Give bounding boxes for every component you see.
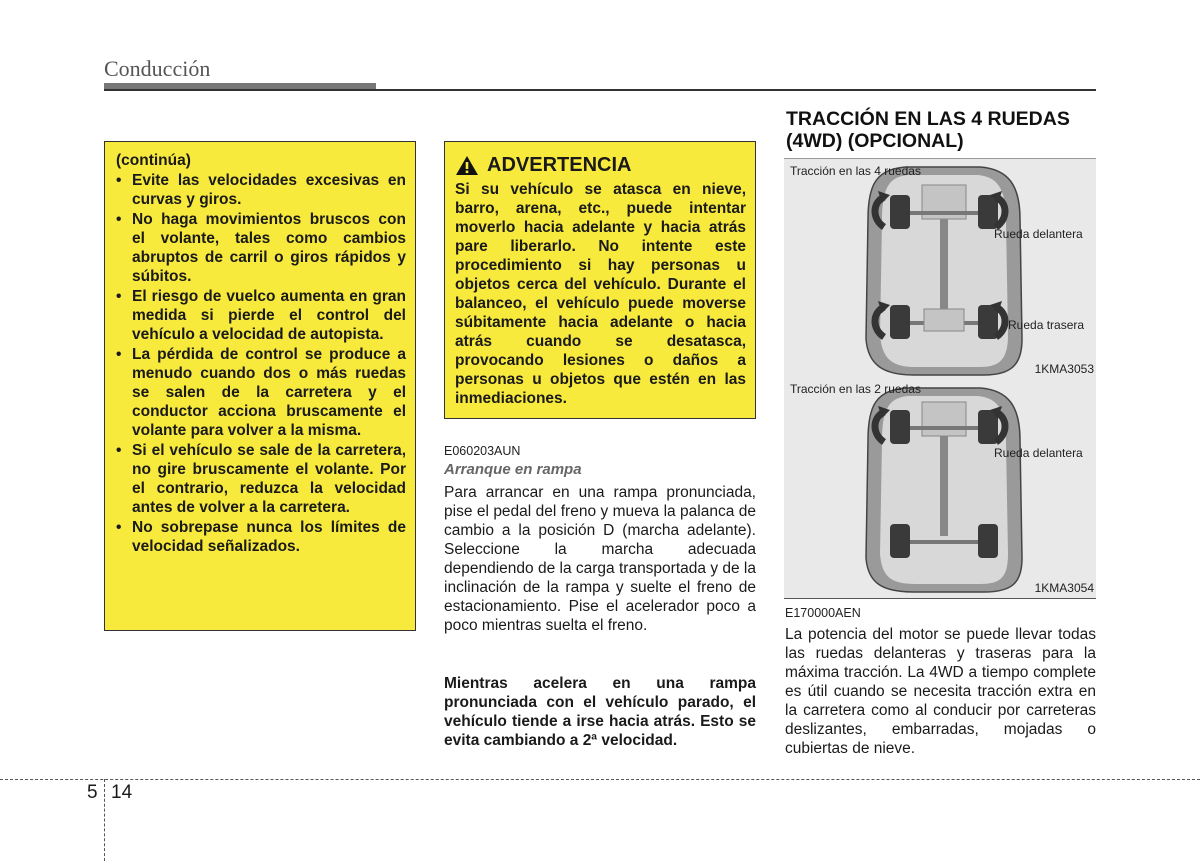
figure-code: 1KMA3054 — [1034, 581, 1094, 595]
advertencia-header — [455, 154, 746, 177]
bold-paragraph: Mientras acelera en una rampa pronunciada con el vehículo parado, el vehículo tiende a irse hacia atrás. Esto se evita cambiando a 2ª velocidad. — [444, 675, 756, 749]
list-item: • No sobrepase nunca los límites de velocidad señalizados. — [116, 519, 406, 555]
figure-caption: Tracción en las 4 ruedas — [790, 164, 921, 178]
bullet: • — [116, 172, 122, 189]
section-number: 5 — [87, 782, 98, 803]
bullet: • — [116, 211, 122, 228]
front-wheel-label: Rueda delantera — [994, 227, 1083, 241]
4wd-paragraph: La potencia del motor se puede llevar todas las ruedas delanteras y traseras para la máxima tracción. La 4WD a tiempo complete es útil cuando se necesita tracción extra en la carretera como al conducir por carreteras deslizantes, embarradas, mojadas o cubiertas de nieve. — [785, 626, 1096, 757]
figure-4wd — [784, 158, 1096, 380]
header-rule — [104, 89, 1096, 91]
list-item: • No haga movimientos bruscos con el volante, tales como cambios abruptos de carril o giros rápidos y súbitos. — [116, 211, 406, 285]
advertencia-body: Si su vehículo se atasca en nieve, barro, arena, etc., puede intentar moverlo hacia adelante y hacia atrás pare liberarlo. No intente este procedimiento si hay personas u objetos cerca del vehículo. Durante el balanceo, el vehículo puede moverse súbitamente hacia adelante o hacia atrás cuando se desatasca, provocando lesiones o daños a personas u objetos que estén en las inmediaciones. — [455, 181, 746, 407]
figure-caption: Tracción en las 2 ruedas — [790, 382, 921, 396]
car-chassis-illustration — [784, 159, 1096, 379]
figure-code: 1KMA3053 — [1034, 362, 1094, 376]
bullet: • — [116, 288, 122, 305]
warning-list — [116, 171, 406, 556]
4wd-title: TRACCIÓN EN LAS 4 RUEDAS (4WD) (OPCIONAL) — [786, 108, 1070, 152]
list-item: • El riesgo de vuelco aumenta en gran medida si pierde el control del vehículo a velocidad de autopista. — [116, 288, 406, 343]
footer-divider — [0, 779, 1200, 780]
figure-2wd — [784, 378, 1096, 599]
list-item: • Si el vehículo se sale de la carretera, no gire bruscamente el volante. Por el contrario, reduzca la velocidad antes de volver a la carretera. — [116, 442, 406, 516]
rear-wheel-label: Rueda trasera — [1008, 318, 1085, 332]
continued-label: (continúa) — [116, 152, 191, 169]
list-item: • La pérdida de control se produce a menudo cuando dos o más ruedas se salen de la carretera y el conductor acciona bruscamente el volante para volver a la misma. — [116, 346, 406, 439]
car-chassis-illustration — [784, 378, 1096, 598]
bullet: • — [116, 346, 122, 363]
continued-warning-box — [104, 141, 416, 631]
subsection-heading: Arranque en rampa — [444, 461, 582, 478]
section-title: Conducción — [104, 56, 211, 81]
front-wheel-label: Rueda delantera — [994, 446, 1083, 460]
section-code: E060203AUN — [444, 444, 521, 458]
bullet: • — [116, 519, 122, 536]
section-code: E170000AEN — [785, 606, 861, 620]
bullet: • — [116, 442, 122, 459]
advertencia-box — [444, 141, 756, 419]
advertencia-title: ADVERTENCIA — [487, 154, 632, 176]
page-number: 14 — [111, 782, 133, 803]
body-paragraph: Para arrancar en una rampa pronunciada, pise el pedal del freno y mueva la palanca de cambio a la posición D (marcha adelante). Seleccione la marcha adecuada dependiendo de la carga transportada y de la inclinación de la rampa y suelte el freno de estacionamiento. Pise el acelerador poco a poco mientras suelta el freno. — [444, 484, 756, 634]
footer-divider-vertical — [104, 779, 105, 861]
warning-triangle-icon — [455, 155, 479, 176]
list-item: • Evite las velocidades excesivas en curvas y giros. — [116, 172, 406, 208]
